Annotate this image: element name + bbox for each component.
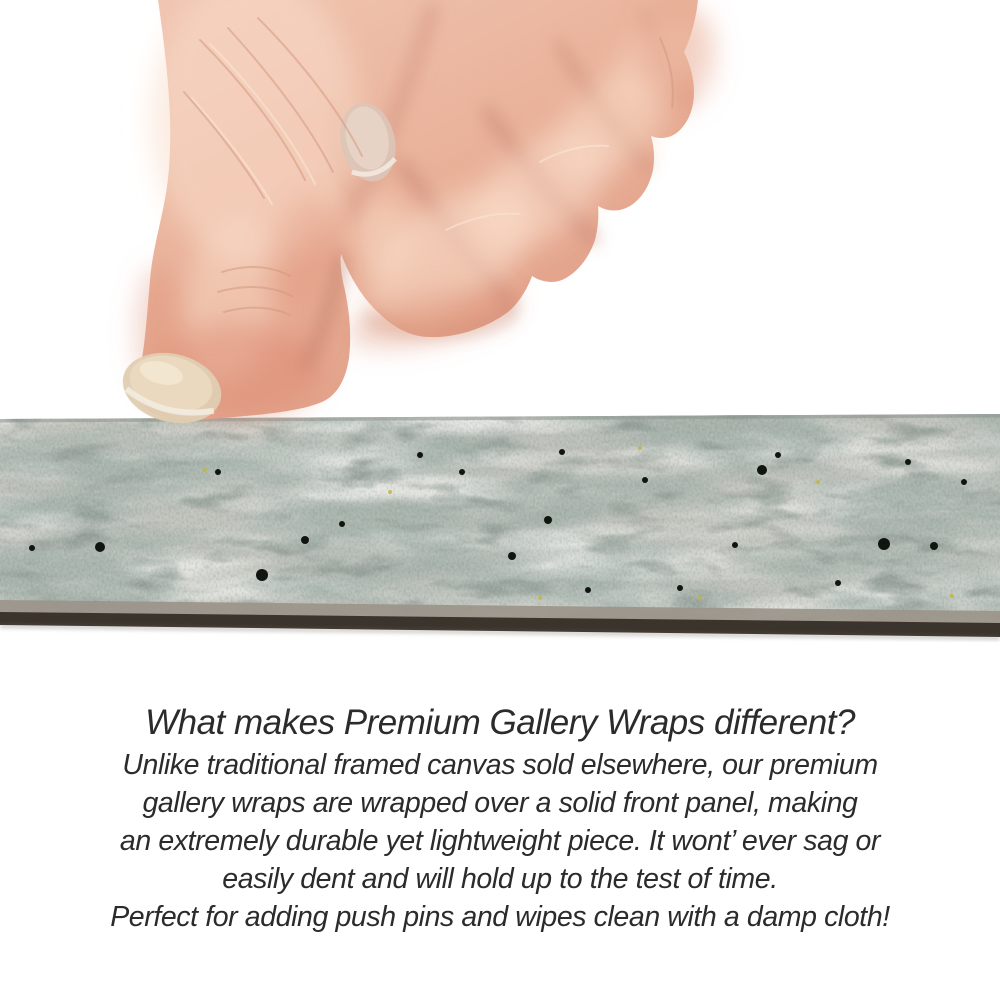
canvas-strip-image (0, 405, 1000, 640)
body-line-3: an extremely durable yet lightweight piece. It wont’ ever sag or (119, 825, 881, 857)
body-line-2: gallery wraps are wrapped over a solid front panel, making (142, 787, 858, 819)
hand-image (115, 0, 724, 433)
info-text-block (0, 699, 1000, 936)
body-line-1: Unlike traditional framed canvas sold elsewhere, our premium (122, 749, 878, 781)
body-line-5: Perfect for adding push pins and wipes clean with a damp cloth! (110, 901, 890, 933)
headline: What makes Premium Gallery Wraps different? (145, 703, 855, 742)
body-line-4: easily dent and will hold up to the test of time. (222, 863, 778, 895)
